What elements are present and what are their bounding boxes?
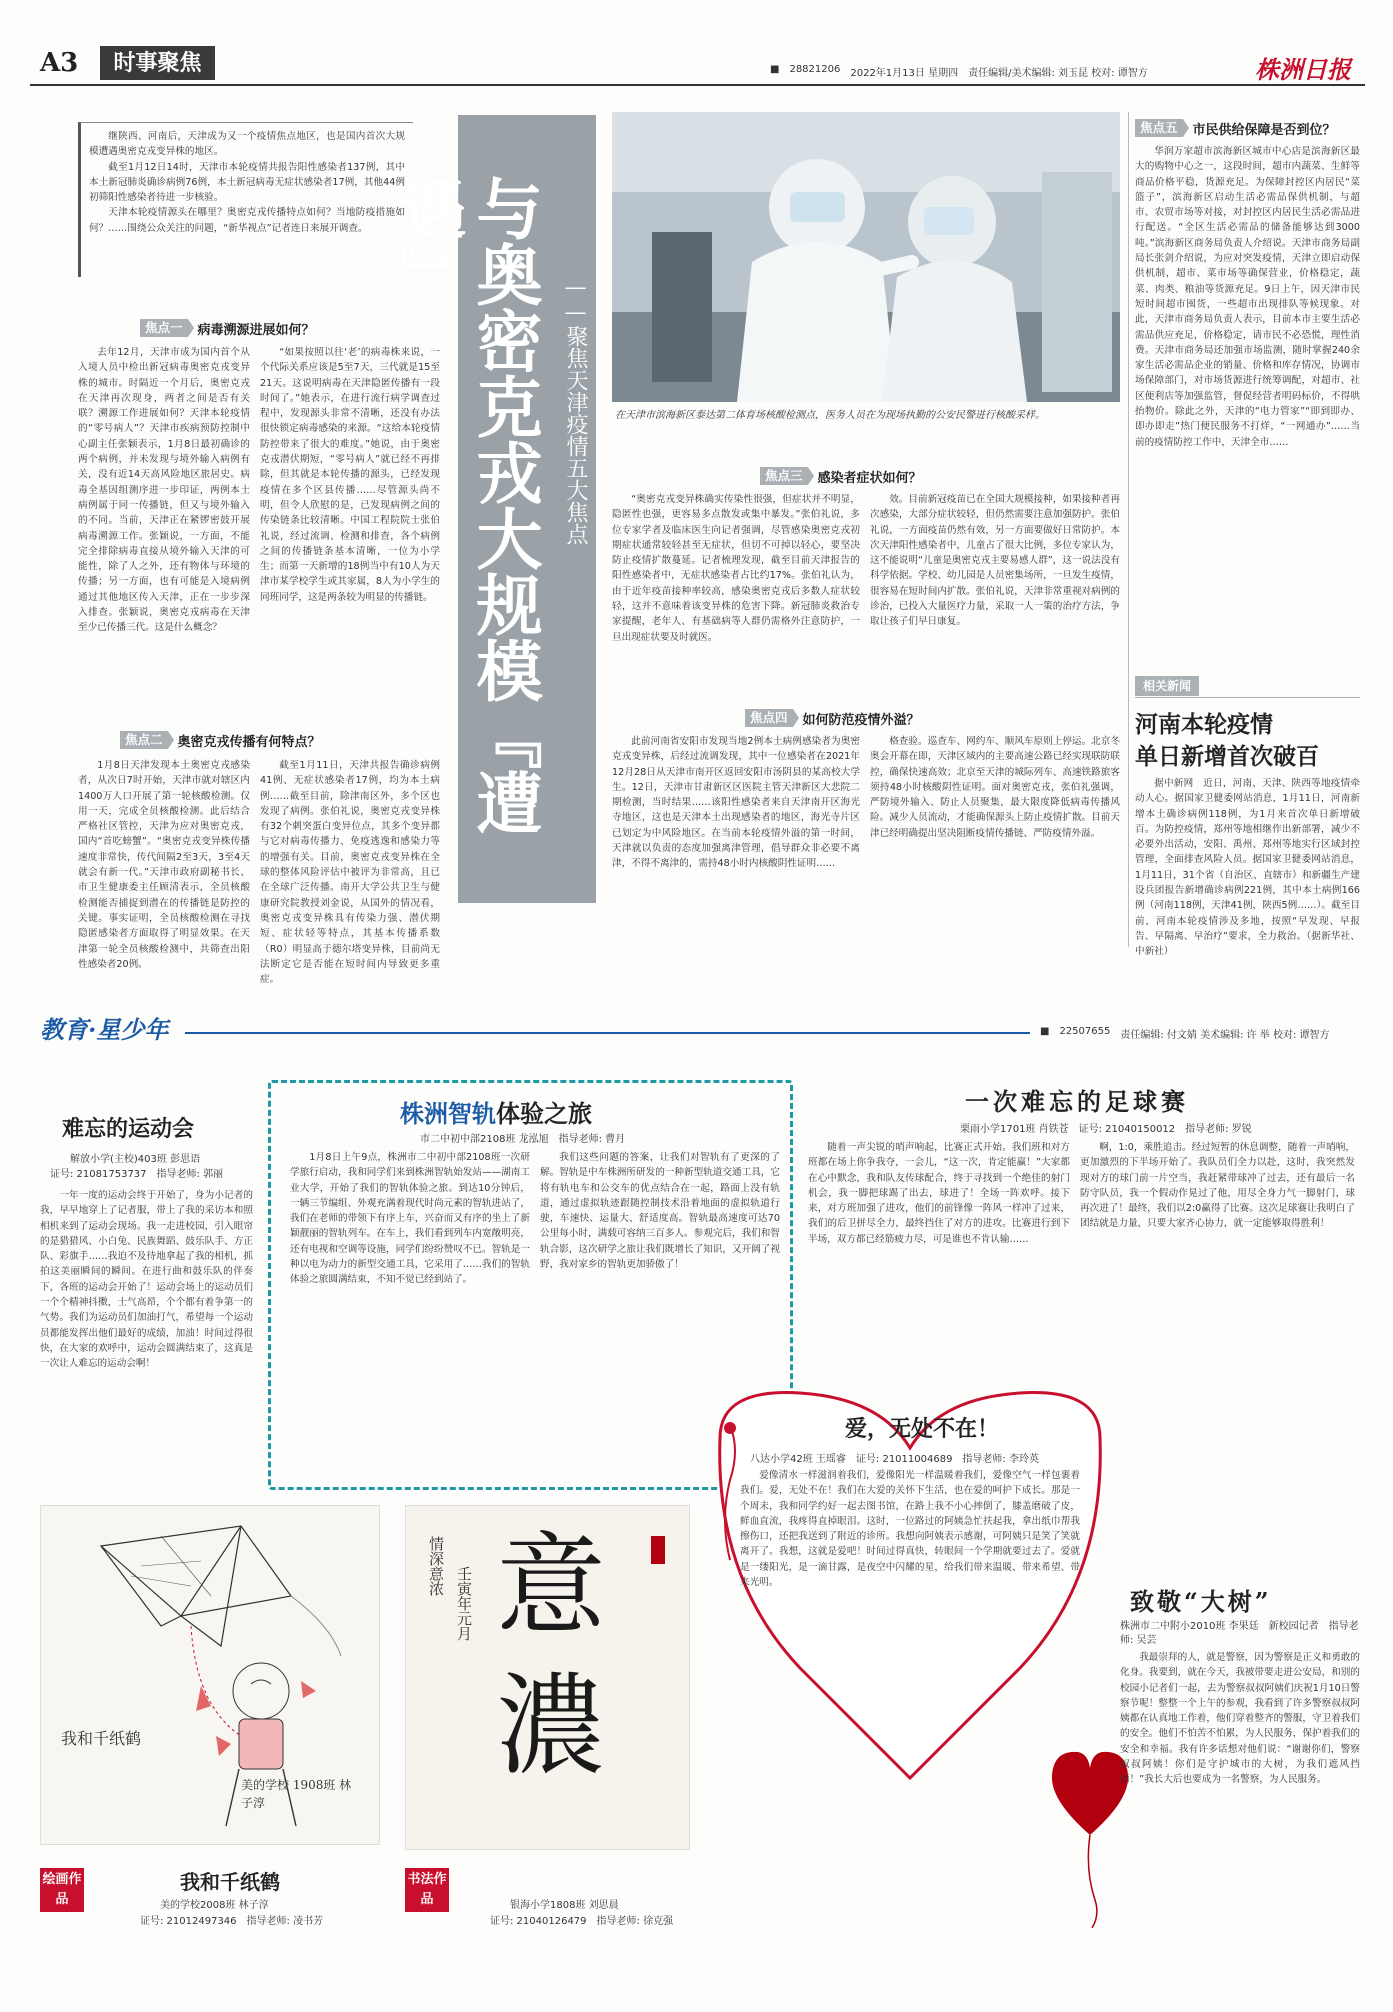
- arrow-icon: [808, 467, 814, 485]
- calligraphy-artwork: [405, 1505, 690, 1850]
- point2-col2: 截至1月11日，天津共报告确诊病例41例、无症状感染者17例，均为本土病例……截至目前，除津南区外，多个区也发现了病例。张伯礼说，奥密克戎变异株有32个刺突蛋白变异位点，其多个变异都与它对病毒传播力、免疫逃逸和感染力等的增强有关。目前，奥密克戎变异株在全球的整体风险评估中被评为非常高，且已在全球广泛传播。南开大学公共卫生与健康研究院教授刘金说，从国外的情况看，奥密克戎变异株具有传染力强、潜伏期短、症状轻等特点，其基本传播系数（R0）明显高于德尔塔变异株，目前尚无法断定它是否能在短时间内导致更多重症。: [260, 760, 440, 986]
- related-title-1: 河南本轮疫情: [1135, 711, 1273, 738]
- calligraphy-school: 银海小学1808班 刘思晨: [510, 1900, 619, 1911]
- point4-col1: 此前河南省安阳市发现当地2例本土病例感染者为奥密克戎变异株，后经过流调发现，其中一位感染者在2021年12月28日从天津市南开区返回安阳市汤阴县的某高校大学生。12日，天津市甘肃新区区医院主管天津新区大悲院二期检测，当时结果……该阳性感染者来自天津南开区海光寺地区，这也是天津本土出现感染者的地区，海光寺片区已划定为中风险地区。在当前本轮疫情外溢的第一时间，天津就以负责的态度加强离津管理，倡导群众非必要不离津，不得不离津的，需持48小时内核酸阴性证明……: [612, 736, 860, 870]
- point5-tag: 焦点五: [1135, 119, 1183, 137]
- sports-cert: 证号: 21081753737 指导老师: 郭丽: [50, 1169, 224, 1180]
- rail-title: [400, 1094, 592, 1129]
- point4-tag: 焦点四: [745, 709, 793, 727]
- main-subtitle: ——聚焦天津疫情五大焦点: [563, 275, 588, 545]
- drawing-cert: 证号: 21012497346 指导老师: 凌书芳: [140, 1916, 324, 1927]
- medical-staff-illustration: [612, 112, 1120, 402]
- header-meta: [770, 64, 1148, 79]
- arrow-icon: [168, 731, 174, 749]
- point3-tag: 焦点三: [760, 467, 808, 485]
- column-divider: [1128, 112, 1129, 947]
- related-body: 据中新网 近日，河南、天津、陕西等地疫情牵动人心。据国家卫健委网站消息，1月11日，河南新增本土确诊病例118例，为1月来首次单日新增破百。为防控疫情，郑州等地相继作出新部署，减少不必要外出活动，安阳、禹州、郑州等地实行区域封控管理，全面排查风险人员。据国家卫健委网站消息，1月11日，31个省（自治区、直辖市）和新疆生产建设兵团报告新增确诊病例221例，其中本土病例166例（河南118例，天津41例，陕西5例……）。截至目前，河南本轮疫情涉及多地，按照“早发现、早报告、早隔离、早治疗”要求，全力救治。（据新华社、中新社）: [1135, 778, 1360, 958]
- rail-col1: 1月8日上午9点，株洲市二中初中部2108班一次研学旅行启动，我和同学们来到株洲智轨始发站——湖南工业大学，开始了我们的智轨体验之旅。到达10分钟后，一辆三节编组、外观充满着现代时尚元素的智轨进站了，我们在老师的带领下有序上车，兴奋而又有序的坐上了新颖靓丽的智轨列车。在车上，我们看到列车内宽敞明亮，还有电视和空调等设施，同学们纷纷赞叹不已。智轨是一种以电为动力的新型交通工具，它采用了……我们的智轨体验之旅圆满结束，不知不觉已经到站了。: [290, 1152, 530, 1286]
- point3-col2: 效。目前新冠疫苗已在全国大规模接种，如果接种者再次感染，大部分症状较轻，但仍然需要注意加强防护。张伯礼说，一方面疫苗仍然有效，另一方面要做好日常防护。本次天津阳性感染者中，儿童占了很大比例，多位专家认为，这不能说明“儿童是奥密克戎主要易感人群”，这一说法没有科学依据。学校、幼儿园是人员密集场所，一旦发生疫情，很容易在短时间内扩散。张伯礼说，天津非常重视对病例的诊治，已投入大量医疗力量，采取一人一策的治疗方法，争取让孩子们早日康复。: [870, 494, 1120, 628]
- point3-heading: [760, 466, 922, 486]
- love-body: 爱像清水一样滋润着我们，爱像阳光一样温暖着我们，爱像空气一样包裹着我们。爱，无处不在！我们在大爱的关怀下生活，也在爱的呵护下成长。那是一个周末，我和同学约好一起去图书馆，在路上我不小心摔倒了，膝盖磨破了皮，鲜血直流，我疼得直掉眼泪。这时，一位路过的阿姨急忙扶起我，拿出纸巾帮我擦伤口，还把我送到了附近的诊所。我想向阿姨表示感谢，可阿姨只是笑了笑就离开了。我想，这就是爱吧！时间过得真快，转眼间一个学期就要过去了。爱就是一缕阳光，是一滴甘露，是夜空中闪耀的星，给我们带来温暖、带来希望、带来光明。: [740, 1470, 1080, 1589]
- point1-heading: [140, 318, 315, 338]
- calligraphy-char-1: 意: [496, 1522, 606, 1650]
- point2-tag: 焦点二: [120, 731, 168, 749]
- related-label: 相关新闻: [1135, 676, 1199, 696]
- section-title: 时事聚焦: [100, 46, 215, 80]
- edu-editors: 责任编辑: 付文婧 美术编辑: 许 举 校对: 谭智方: [1120, 1030, 1330, 1041]
- rail-col2: 我们这些问题的答案，让我们对智轨有了更深的了解。智轨是中车株洲所研发的一种新型轨道交通工具，它将有轨电车和公交车的优点结合在一起，路面上没有轨道，通过虚拟轨迹跟随控制技术沿着地面的虚拟轨道行驶，车速快、运量大、舒适度高。智轨最高速度可达70公里每小时，满载可容纳三百多人。参观完后，我们和智轨合影，这次研学之旅让我们既增长了知识，又开阔了视野，我对家乡的智轨更加骄傲了！: [540, 1152, 780, 1271]
- football-title: 一次难忘的足球赛: [965, 1087, 1189, 1116]
- football-school: 栗雨小学1701班 肖铁苍 证号: 21040150012 指导老师: 罗锐: [960, 1124, 1252, 1135]
- drawing-text-2: 美的学校 1908班 林子淳: [241, 1778, 352, 1810]
- point5-heading: [1135, 118, 1336, 138]
- tree-school: 株洲市二中附小2010班 李果廷 新校园记者 指导老师: 吴芸: [1120, 1621, 1359, 1646]
- point1-col1: 去年12月，天津市成为国内首个从入境人员中检出新冠病毒奥密克戎变异株的城市。时隔近一个月后，奥密克戎在天津再次现身，两者之间是否有关联？溯源工作进展如何？天津本轮疫情的“零号病人”？天津市疾病预防控制中心副主任张颖表示，1月8日最初确诊的两个病例，并未发现与境外输入病例有关，没有近14天高风险地区旅居史。病毒全基因组测序进一步印证，两例本土病例属于同一传播链，但又与境外输入的不同。当前，天津正在紧锣密鼓开展病毒溯源工作。张颖说，一方面，不能完全排除病毒直接从境外输入天津的可能性，除了人之外，还有物体与环境的传播；另一方面，也有可能是入境病例通过其他地区传入天津，正在一步步深入排查。张颖说，奥密克戎病毒在天津至少已传播三代。这是什么概念？: [78, 347, 250, 634]
- header-rule: [30, 84, 1365, 86]
- point2-heading: [120, 730, 321, 750]
- sports-title: 难忘的运动会: [62, 1116, 195, 1142]
- point3-title: 感染者症状如何？: [817, 470, 922, 486]
- header-date: 2022年1月13日 星期四: [850, 68, 959, 79]
- related-rule: [1135, 697, 1360, 698]
- drawing-school: 美的学校2008班 林子淳: [160, 1900, 269, 1911]
- edu-section-logo: 教育·星少年: [40, 1015, 169, 1044]
- sports-school: 解放小学(主校)403班 彭思语: [70, 1154, 201, 1165]
- point4-heading: [745, 708, 920, 728]
- flower-decoration-icon: [700, 1420, 760, 1560]
- edu-phone: 22507655: [1059, 1026, 1111, 1037]
- sports-body: 一年一度的运动会终于开始了，身为小记者的我，早早地穿上了记者服，带上了我的采访本和照相机来到了运动会现场。我一走进校园，引入眼帘的是猎猎风、小白兔、民族舞蹈、鼓乐队手、方正队、彩旗手……我迫不及待地拿起了我的相机，抓拍这美丽瞬间的瞬间。在进行曲和鼓乐队的伴奏下，各班的运动会开始了！运动会场上的运动员们一个个精神抖擞，士气高昂，个个都有着争第一的气势。我们为运动员们加油打气，希望每一个运动员都能发挥出他们最好的成绩，加油！时间过得很快，在大家的欢呼中，运动会圆满结束了，这真是一次让人难忘的运动会啊！: [40, 1190, 253, 1370]
- calligraphy-cert: 证号: 21040126479 指导老师: 徐克强: [490, 1916, 674, 1927]
- edu-header-meta: [1040, 1026, 1330, 1041]
- news-photo: [612, 112, 1120, 402]
- point5-body: 华润万家超市滨海新区城市中心店是滨海新区最大的购物中心之一，这段时间，超市内蔬菜、生鲜等商品价格平稳，货源充足。为保障封控区内居民“菜篮子”，滨海新区启动生活必需品保供机制，与超市、农贸市场等对接，对封控区内居民生活必需品进行配送。“全区生活必需品的储备能够达到3000吨。”滨海新区商务局负责人介绍说。天津市商务局副局长张剑介绍说，为应对突发疫情，天津立即启动保供机制，超市、菜市场等确保营业，价格稳定，蔬菜、肉类、粮油等货源充足。9日上午，因天津市民短时间超市囤货，一些超市出现排队等候现象。对此，天津市商务局负责人表示，目前本市主要生活必需品供应充足，价格稳定，请市民不必恐慌，理性消费。天津市商务局还加强市场监测，随时掌握240余家生活必需品企业的销量、价格和库存情况，协调市场保障部门，对市场货源进行统筹调配，对超市、社区便利店等加强监管，督促经营者明码标价，不得哄抬物价。除此之外，天津的“电力管家”“即到即办、即办即走”热门便民服务不打烊，“一网通办”……当前的疫情防控工作中，天津全市……: [1135, 146, 1360, 448]
- lead-p1: 继陕西、河南后，天津成为又一个疫情焦点地区，也是国内首次大规模遭遇奥密克戎变异株的地区。: [89, 131, 405, 158]
- point5-title: 市民供给保障是否到位？: [1192, 122, 1336, 138]
- seal-stamp-icon: [651, 1536, 665, 1564]
- arrow-icon: [793, 709, 799, 727]
- main-title-band: [389, 115, 596, 903]
- drawing-badge: 绘画作品: [40, 1868, 84, 1912]
- rail-title-b: 体验之旅: [496, 1099, 592, 1128]
- calligraphy-small-col-2: 壬寅年元月: [455, 1566, 473, 1641]
- drawing-artwork: [40, 1505, 380, 1845]
- point1-title: 病毒溯源进展如何？: [197, 322, 315, 338]
- rail-title-a: 株洲智轨: [400, 1099, 496, 1128]
- lead-box: [78, 122, 413, 277]
- lead-p3: 天津本轮疫情源头在哪里？奥密克戎传播特点如何？当地防疫措施如何？……围绕公众关注的问题，“新华视点”记者连日来展开调查。: [89, 207, 405, 234]
- point2-title: 奥密克戎传播有何特点？: [177, 734, 321, 750]
- header-phone: 28821206: [789, 64, 841, 75]
- point4-col2: 格查验。巡查车、网约车、顺风车原则上停运。北京冬奥会开幕在即，天津区域内的主要高速公路已经实现联防联控，确保快速高效；北京至天津的城际列车、高速铁路旅客须持48小时核酸阴性证明。面对奥密克戎，张伯礼强调，严防境外输入、防止人员聚集，最大限度降低病毒传播风险。减少人员流动，才能确保源头上防止疫情扩散。目前天津已经明确提出坚决阻断疫情传播链、严防疫情外溢。: [870, 736, 1120, 839]
- main-title: 与奥密克戎大规模『遭遇』: [389, 175, 543, 835]
- calligraphy-small-col-1: 情深意浓: [427, 1536, 445, 1596]
- point1-tag: 焦点一: [140, 319, 188, 337]
- photo-caption: 在天津市滨海新区泰达第二体育场核酸检测点，医务人员在为现场执勤的公安民警进行核酸采样。: [615, 410, 1045, 421]
- point3-col1: “奥密克戎变异株确实传染性很强，但症状并不明显，隐匿性也强，更容易多点散发或集中暴发。”张伯礼说，多位专家学者及临床医生向记者强调，尽管感染奥密克戎初期症状通常较轻甚至无症状，但切不可掉以轻心，要坚决防止疫情扩散蔓延。记者梳理发现，截至目前天津报告的阳性感染者中，无症状感染者占比约17%。张伯礼认为，由于近年疫苗接种率较高，感染奥密克戎后多数人症状较轻，这并不意味着该变异株的危害下降。新冠肺炎救治专家提醒，老年人、有基础病等人群仍需格外注意防护，一旦出现症状要及时就医。: [612, 494, 860, 643]
- point1-col2: “如果按照以往‘老’的病毒株来说，一个代际关系应该是5至7天，三代就是15至21天。这说明病毒在天津隐匿传播有一段时间了。”她表示，在进行流行病学调查过程中，发现源头非常不清晰，还没有办法很快锁定病毒感染的来源。“这给本轮疫情防控带来了很大的难度。”她说，由于奥密克戎潜伏期短，“零号病人”就已经不再排除，但其就是本轮传播的源头，已经发现疫情在多个区县传播……尽管源头尚不明，但令人欣慰的是，已发现病例之间的传染链条比较清晰。中国工程院院士张伯礼说，经过流调、检测和排查，各个病例之间的传播链条基本清晰，一位为小学生；而第一天新增的18例当中有10人为天津市某学校学生或其家属，8人为小学生的同班同学，这是两条较为明显的传播链。: [260, 347, 440, 603]
- phone-icon: ■: [1040, 1026, 1050, 1037]
- football-col1: 随着一声尖锐的哨声响起，比赛正式开始。我们班和对方班都在场上你争我夺，一会儿，“这一次，肯定能赢！”大家都在心中默念，我和队友传球配合，终于寻找到一个绝佳的射门机会，我一脚把球踢了出去，球进了！全场一阵欢呼。接下来，对方班加强了进攻，他们的前锋像一阵风一样冲了过来，我们的后卫拼尽全力，最终挡住了对方的进攻。比赛进行到下半场，双方都已经筋疲力尽，可是谁也不肯认输……: [808, 1142, 1070, 1245]
- lead-p2: 截至1月12日14时，天津市本轮疫情共报告阳性感染者137例，其中本土新冠肺炎确诊病例76例，本土新冠病毒无症状感染者17例，其他44例初筛阳性感染者待进一步核验。: [89, 161, 405, 204]
- arrow-icon: [1183, 119, 1189, 137]
- point2-col1: 1月8日天津发现本土奥密克戎感染者，从次日7时开始，天津市就对辖区内1400万人口开展了第一轮核酸检测。仅用一天，完成全员核酸检测。此后结合严格社区管控，天津为应对奥密克戎，国内“首吃螃蟹”。“奥密克戎变异株传播速度非常快，传代间隔2至3天，3至4天就会有新一代。”天津市政府副秘书长、市卫生健康委主任顾清表示，全员核酸检测能否捕捉到潜在的传播链是防控的关键。事实证明，全员核酸检测在寻找隐匿感染者方面取得了明显效果。在天津第一轮全员核酸检测中，共筛查出阳性感染者20例。: [78, 760, 250, 970]
- arrow-icon: [188, 319, 194, 337]
- page-number: A3: [40, 48, 79, 78]
- point4-title: 如何防范疫情外溢？: [802, 712, 920, 728]
- paper-logo: 株洲日报: [1255, 55, 1351, 84]
- header-editors: 责任编辑/美术编辑: 刘玉昆 校对: 谭智方: [968, 68, 1148, 79]
- phone-icon: ■: [770, 64, 780, 75]
- love-title: 爱，无处不在！: [845, 1416, 1000, 1442]
- football-col2: 啊，1:0，乘胜追击。经过短暂的休息调整，随着一声哨响，更加激烈的下半场开始了。我队员们全力以赴，这时，我突然发现对方的球门前一片空当，我赶紧带球冲了过去，还有最后一名防守队员，我一个假动作晃过了他，用尽全身力气一脚射门，球再次进了！最终，我们以2:0赢得了比赛。这次足球赛让我明白了团结就是力量，只要大家齐心协力，就一定能够取得胜利！: [1080, 1142, 1355, 1230]
- love-school: 八达小学42班 王瑶睿 证号: 21011004689 指导老师: 李玲英: [750, 1454, 1039, 1465]
- drawing-text-1: 我和千纸鹤: [61, 1729, 142, 1748]
- tree-body: 我最崇拜的人，就是警察，因为警察是正义和勇敢的化身。我要到，就在今天，我被带要走进公安局，和别的校园小记者们一起，去为警察叔叔阿姨们庆祝1月10日警察节呢！整整一个上午的参观，我看到了许多警察叔叔阿姨都在认真地工作着，他们穿着整齐的警服，守卫着我们的安全。他们不怕苦不怕累，为人民服务，保护着我们的安全和幸福。我有许多话想对他们说：“谢谢你们，警察叔叔阿姨！你们是守护城市的大树，为我们遮风挡雨！”我长大后也要成为一名警察，为人民服务。: [1120, 1652, 1360, 1786]
- calligraphy-badge: 书法作品: [405, 1868, 449, 1912]
- edu-header-rule: [185, 1032, 1030, 1034]
- related-title-2: 单日新增首次破百: [1135, 743, 1319, 770]
- drawing-title: 我和千纸鹤: [180, 1870, 280, 1894]
- rail-school: 市二中初中部2108班 龙泓旭 指导老师: 曹月: [420, 1134, 626, 1145]
- calligraphy-char-2: 濃: [496, 1662, 606, 1790]
- tree-title: 致敬“大树”: [1130, 1587, 1272, 1616]
